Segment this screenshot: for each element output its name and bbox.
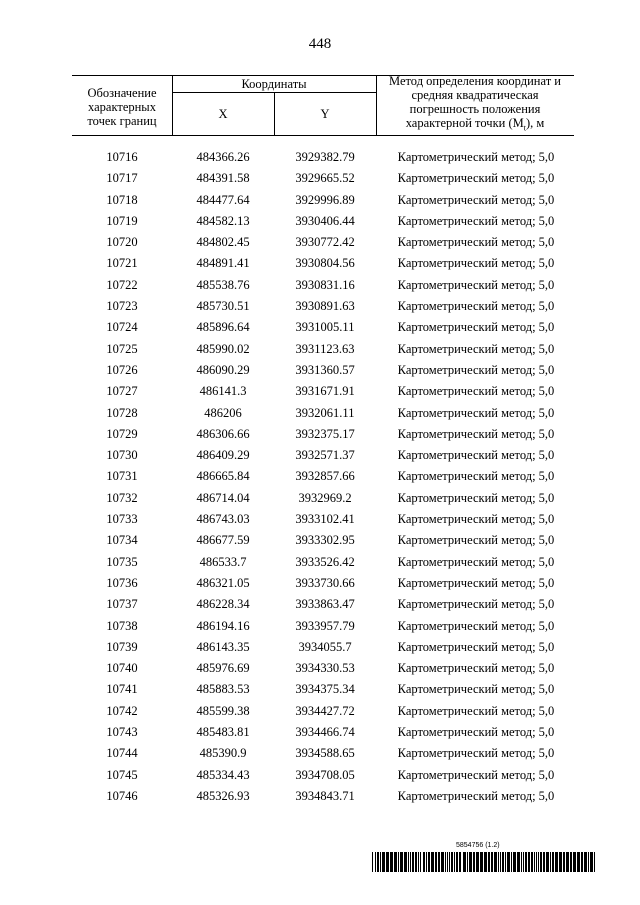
coord-y: 3932375.17 [295, 426, 355, 441]
coord-y: 3929996.89 [295, 192, 355, 207]
method-cell: Картометрический метод; 5,0 [397, 426, 555, 441]
coord-x: 485334.43 [196, 767, 250, 782]
barcode-icon [372, 852, 598, 872]
coord-y: 3932571.37 [295, 448, 355, 463]
coord-x: 486228.34 [196, 597, 250, 612]
coord-y: 3931123.63 [295, 341, 355, 356]
method-cell: Картометрический метод; 5,0 [397, 554, 555, 569]
coord-y: 3934843.71 [295, 788, 355, 803]
coord-x: 485883.53 [196, 682, 250, 697]
coord-x: 485976.69 [196, 661, 250, 676]
point-id: 10717 [106, 171, 138, 186]
point-id: 10722 [106, 277, 138, 292]
method-cell: Картометрический метод; 5,0 [397, 512, 555, 527]
method-cell: Картометрический метод; 5,0 [397, 703, 555, 718]
method-cell: Картометрический метод; 5,0 [397, 448, 555, 463]
method-cell: Картометрический метод; 5,0 [397, 384, 555, 399]
method-cell: Картометрический метод; 5,0 [397, 661, 555, 676]
coord-x: 486194.16 [196, 618, 250, 633]
table-row [72, 743, 574, 764]
coord-y: 3930831.16 [295, 277, 355, 292]
coord-y: 3932969.2 [298, 490, 352, 505]
method-cell: Картометрический метод; 5,0 [397, 341, 555, 356]
coord-y: 3933730.66 [295, 575, 355, 590]
point-id: 10719 [106, 213, 138, 228]
coord-y: 3934055.7 [298, 639, 352, 654]
coord-y: 3931671.91 [295, 384, 355, 399]
table-row [72, 616, 574, 637]
coord-x: 485896.64 [196, 320, 250, 335]
table-row [72, 637, 574, 658]
point-id: 10744 [106, 746, 138, 761]
coord-x: 484582.13 [196, 213, 250, 228]
point-id: 10739 [106, 639, 138, 654]
coord-x: 485483.81 [196, 725, 250, 740]
table-row [72, 786, 574, 807]
table-row [72, 317, 574, 338]
method-cell: Картометрический метод; 5,0 [397, 277, 555, 292]
coord-x: 485990.02 [196, 341, 250, 356]
method-cell: Картометрический метод; 5,0 [397, 469, 555, 484]
table-row [72, 509, 574, 530]
coord-x: 486143.35 [196, 639, 250, 654]
header-y: Y [320, 106, 330, 121]
table-row [72, 722, 574, 743]
coord-y: 3933102.41 [295, 512, 355, 527]
table-row [72, 573, 574, 594]
coord-y: 3929382.79 [295, 150, 355, 164]
coord-y: 3934427.72 [295, 703, 355, 718]
table-row [72, 445, 574, 466]
table-row [72, 765, 574, 786]
point-id: 10741 [106, 682, 138, 697]
coord-x: 486533.7 [199, 554, 247, 569]
point-id: 10718 [106, 192, 138, 207]
header-x: X [218, 106, 228, 121]
header-method-tail: ), м [525, 116, 545, 131]
coord-y: 3934466.74 [295, 725, 355, 740]
table-row [72, 339, 574, 360]
point-id: 10736 [106, 575, 138, 590]
coord-x: 484802.45 [196, 235, 250, 250]
method-cell: Картометрический метод; 5,0 [397, 725, 555, 740]
coord-y: 3933957.79 [295, 618, 355, 633]
header-method-subscript: t [523, 123, 526, 133]
coord-x: 484366.26 [196, 150, 250, 164]
coord-x: 486743.03 [196, 512, 250, 527]
coord-x: 484391.58 [196, 171, 250, 186]
coordinates-table-body [72, 147, 574, 807]
point-id: 10726 [106, 362, 138, 377]
method-cell: Картометрический метод; 5,0 [397, 533, 555, 548]
method-cell: Картометрический метод; 5,0 [397, 575, 555, 590]
coord-y: 3934588.65 [295, 746, 355, 761]
header-point-label: Обозначение характерных точек границ [87, 85, 157, 128]
table-row [72, 701, 574, 722]
coord-x: 485390.9 [199, 746, 247, 761]
coord-y: 3934375.34 [295, 682, 355, 697]
coord-y: 3933526.42 [295, 554, 355, 569]
coord-x: 485326.93 [196, 788, 250, 803]
point-id: 10724 [106, 320, 138, 335]
coord-x: 486409.29 [196, 448, 250, 463]
point-id: 10734 [106, 533, 138, 548]
table-row [72, 530, 574, 551]
coord-y: 3930772.42 [295, 235, 355, 250]
point-id: 10735 [106, 554, 138, 569]
coord-y: 3931360.57 [295, 362, 355, 377]
table-header [72, 75, 574, 136]
coord-y: 3931005.11 [295, 320, 355, 335]
coord-y: 3930804.56 [295, 256, 355, 271]
coord-y: 3934708.05 [295, 767, 355, 782]
point-id: 10731 [106, 469, 138, 484]
coord-y: 3934330.53 [295, 661, 355, 676]
coord-x: 486306.66 [196, 426, 250, 441]
coord-x: 486321.05 [196, 575, 250, 590]
table-row [72, 190, 574, 211]
point-id: 10729 [106, 426, 138, 441]
coord-x: 485730.51 [196, 299, 250, 314]
method-cell: Картометрический метод; 5,0 [397, 362, 555, 377]
method-cell: Картометрический метод; 5,0 [397, 767, 555, 782]
header-method [376, 75, 574, 135]
point-id: 10728 [106, 405, 138, 420]
method-cell: Картометрический метод; 5,0 [397, 213, 555, 228]
table-row [72, 466, 574, 487]
table-row [72, 381, 574, 402]
method-cell: Картометрический метод; 5,0 [397, 150, 555, 164]
table-row [72, 488, 574, 509]
point-id: 10721 [106, 256, 138, 271]
coord-y: 3933302.95 [295, 533, 355, 548]
coord-x: 484891.41 [196, 256, 250, 271]
point-id: 10742 [106, 703, 138, 718]
document-code: 5854756 (1.2) [456, 842, 500, 849]
method-cell: Картометрический метод; 5,0 [397, 192, 555, 207]
method-cell: Картометрический метод; 5,0 [397, 256, 555, 271]
table-row [72, 147, 574, 168]
point-id: 10725 [106, 341, 138, 356]
point-id: 10737 [106, 597, 138, 612]
coord-y: 3932857.66 [295, 469, 355, 484]
coord-x: 486665.84 [196, 469, 250, 484]
table-row [72, 253, 574, 274]
method-cell: Картометрический метод; 5,0 [397, 746, 555, 761]
method-cell: Картометрический метод; 5,0 [397, 490, 555, 505]
method-cell: Картометрический метод; 5,0 [397, 618, 555, 633]
table-row [72, 211, 574, 232]
coord-x: 486714.04 [196, 490, 250, 505]
coord-x: 485538.76 [196, 277, 250, 292]
point-id: 10723 [106, 299, 138, 314]
coord-y: 3933863.47 [295, 597, 355, 612]
point-id: 10745 [106, 767, 138, 782]
coord-x: 486206 [204, 405, 242, 420]
table-row [72, 679, 574, 700]
table-row [72, 232, 574, 253]
method-cell: Картометрический метод; 5,0 [397, 597, 555, 612]
table-row [72, 168, 574, 189]
coord-x: 486090.29 [196, 362, 250, 377]
coord-y: 3930891.63 [295, 299, 355, 314]
table-row [72, 424, 574, 445]
point-id: 10738 [106, 618, 138, 633]
coord-y: 3932061.11 [295, 405, 355, 420]
method-cell: Картометрический метод; 5,0 [397, 405, 555, 420]
coord-x: 484477.64 [196, 192, 250, 207]
table-row [72, 552, 574, 573]
header-method-text: Метод определения координат и средняя квадратическая погрешность положения характерной точки (M [389, 74, 561, 131]
method-cell: Картометрический метод; 5,0 [397, 639, 555, 654]
table-row [72, 296, 574, 317]
method-cell: Картометрический метод; 5,0 [397, 320, 555, 335]
table-row [72, 594, 574, 615]
point-id: 10720 [106, 235, 138, 250]
method-cell: Картометрический метод; 5,0 [397, 788, 555, 803]
method-cell: Картометрический метод; 5,0 [397, 235, 555, 250]
coord-y: 3930406.44 [295, 213, 355, 228]
point-id: 10746 [106, 788, 138, 803]
point-id: 10732 [106, 490, 138, 505]
coord-y: 3929665.52 [295, 171, 355, 186]
coord-x: 485599.38 [196, 703, 250, 718]
point-id: 10727 [106, 384, 138, 399]
point-id: 10730 [106, 448, 138, 463]
header-coordinates: Координаты [241, 76, 307, 91]
point-id: 10733 [106, 512, 138, 527]
table-row [72, 360, 574, 381]
method-cell: Картометрический метод; 5,0 [397, 171, 555, 186]
table-row [72, 403, 574, 424]
table-row [72, 275, 574, 296]
coord-x: 486677.59 [196, 533, 250, 548]
coord-x: 486141.3 [199, 384, 247, 399]
page-number: 448 [308, 36, 332, 52]
method-cell: Картометрический метод; 5,0 [397, 299, 555, 314]
table-row [72, 658, 574, 679]
point-id: 10740 [106, 661, 138, 676]
method-cell: Картометрический метод; 5,0 [397, 682, 555, 697]
point-id: 10716 [106, 150, 138, 164]
point-id: 10743 [106, 725, 138, 740]
